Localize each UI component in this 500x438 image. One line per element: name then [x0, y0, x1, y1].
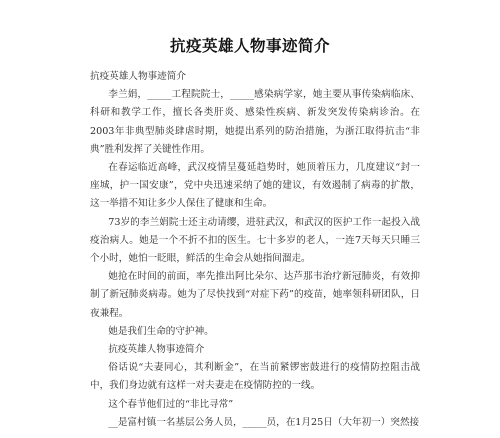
paragraph-heading-1: 抗疫英雄人物事迹简介	[90, 71, 186, 82]
paragraph-guardian: 她是我们生命的守护神。	[108, 325, 214, 337]
paragraph-civil-servant: __是富村镇一名基层公务人员，_____员，在1月25日（大年初一）突然接	[108, 416, 420, 428]
paragraph-seal-city-advice: 在春运临近高峰，武汉疫情呈蔓延趋势时，她顶着压力，几度建议“封一座城，护一国安康”，党中央迅速采纳了她的建议，有效遏制了病毒的扩散，这一举措不知让多少人保住了健康和生命。	[90, 162, 420, 210]
paragraph-spring-festival: 这个春节他们过的“非比寻常”	[108, 398, 234, 410]
document-body	[90, 68, 420, 432]
paragraph-research: 她抢在时间的前面，率先推出阿比朵尔、达芦那韦治疗新冠肺炎，有效抑制了新冠肺炎病毒。她为了尽快找到“对症下药”的疫苗，她率领科研团队，日夜兼程。	[90, 271, 420, 319]
document-title: 抗疫英雄人物事迹简介	[169, 37, 330, 55]
paragraph-heading-2: 抗疫英雄人物事迹简介	[108, 344, 205, 356]
paragraph-li-lanjuan-intro: 李兰娟，_____工程院院士，_____感染病学家，她主要从事传染病临床、科研和教学工作，擅长各类肝炎、感染性疾病、新发突发传染病诊治。在2003年非典型肺炎肆虐时期，她提出系列的防治措施，为浙江取得抗击“非典”胜利发挥了关键性作用。	[90, 89, 420, 155]
paragraph-wuhan-volunteer: 73岁的李兰娟院士还主动请缨，进驻武汉，和武汉的医护工作一起投入战疫治病人。她是一个不折不扣的医生。七十多岁的老人，一连7天每天只睡三个小时，她怕一眨眼，鲜活的生命会从她指间溜走。	[90, 216, 420, 265]
paragraph-couple: 俗话说“夫妻同心，其利断金”，在当前紧锣密鼓进行的疫情防控阻击战中，我们身边就有这样一对夫妻走在疫情防控的一线。	[90, 362, 420, 392]
